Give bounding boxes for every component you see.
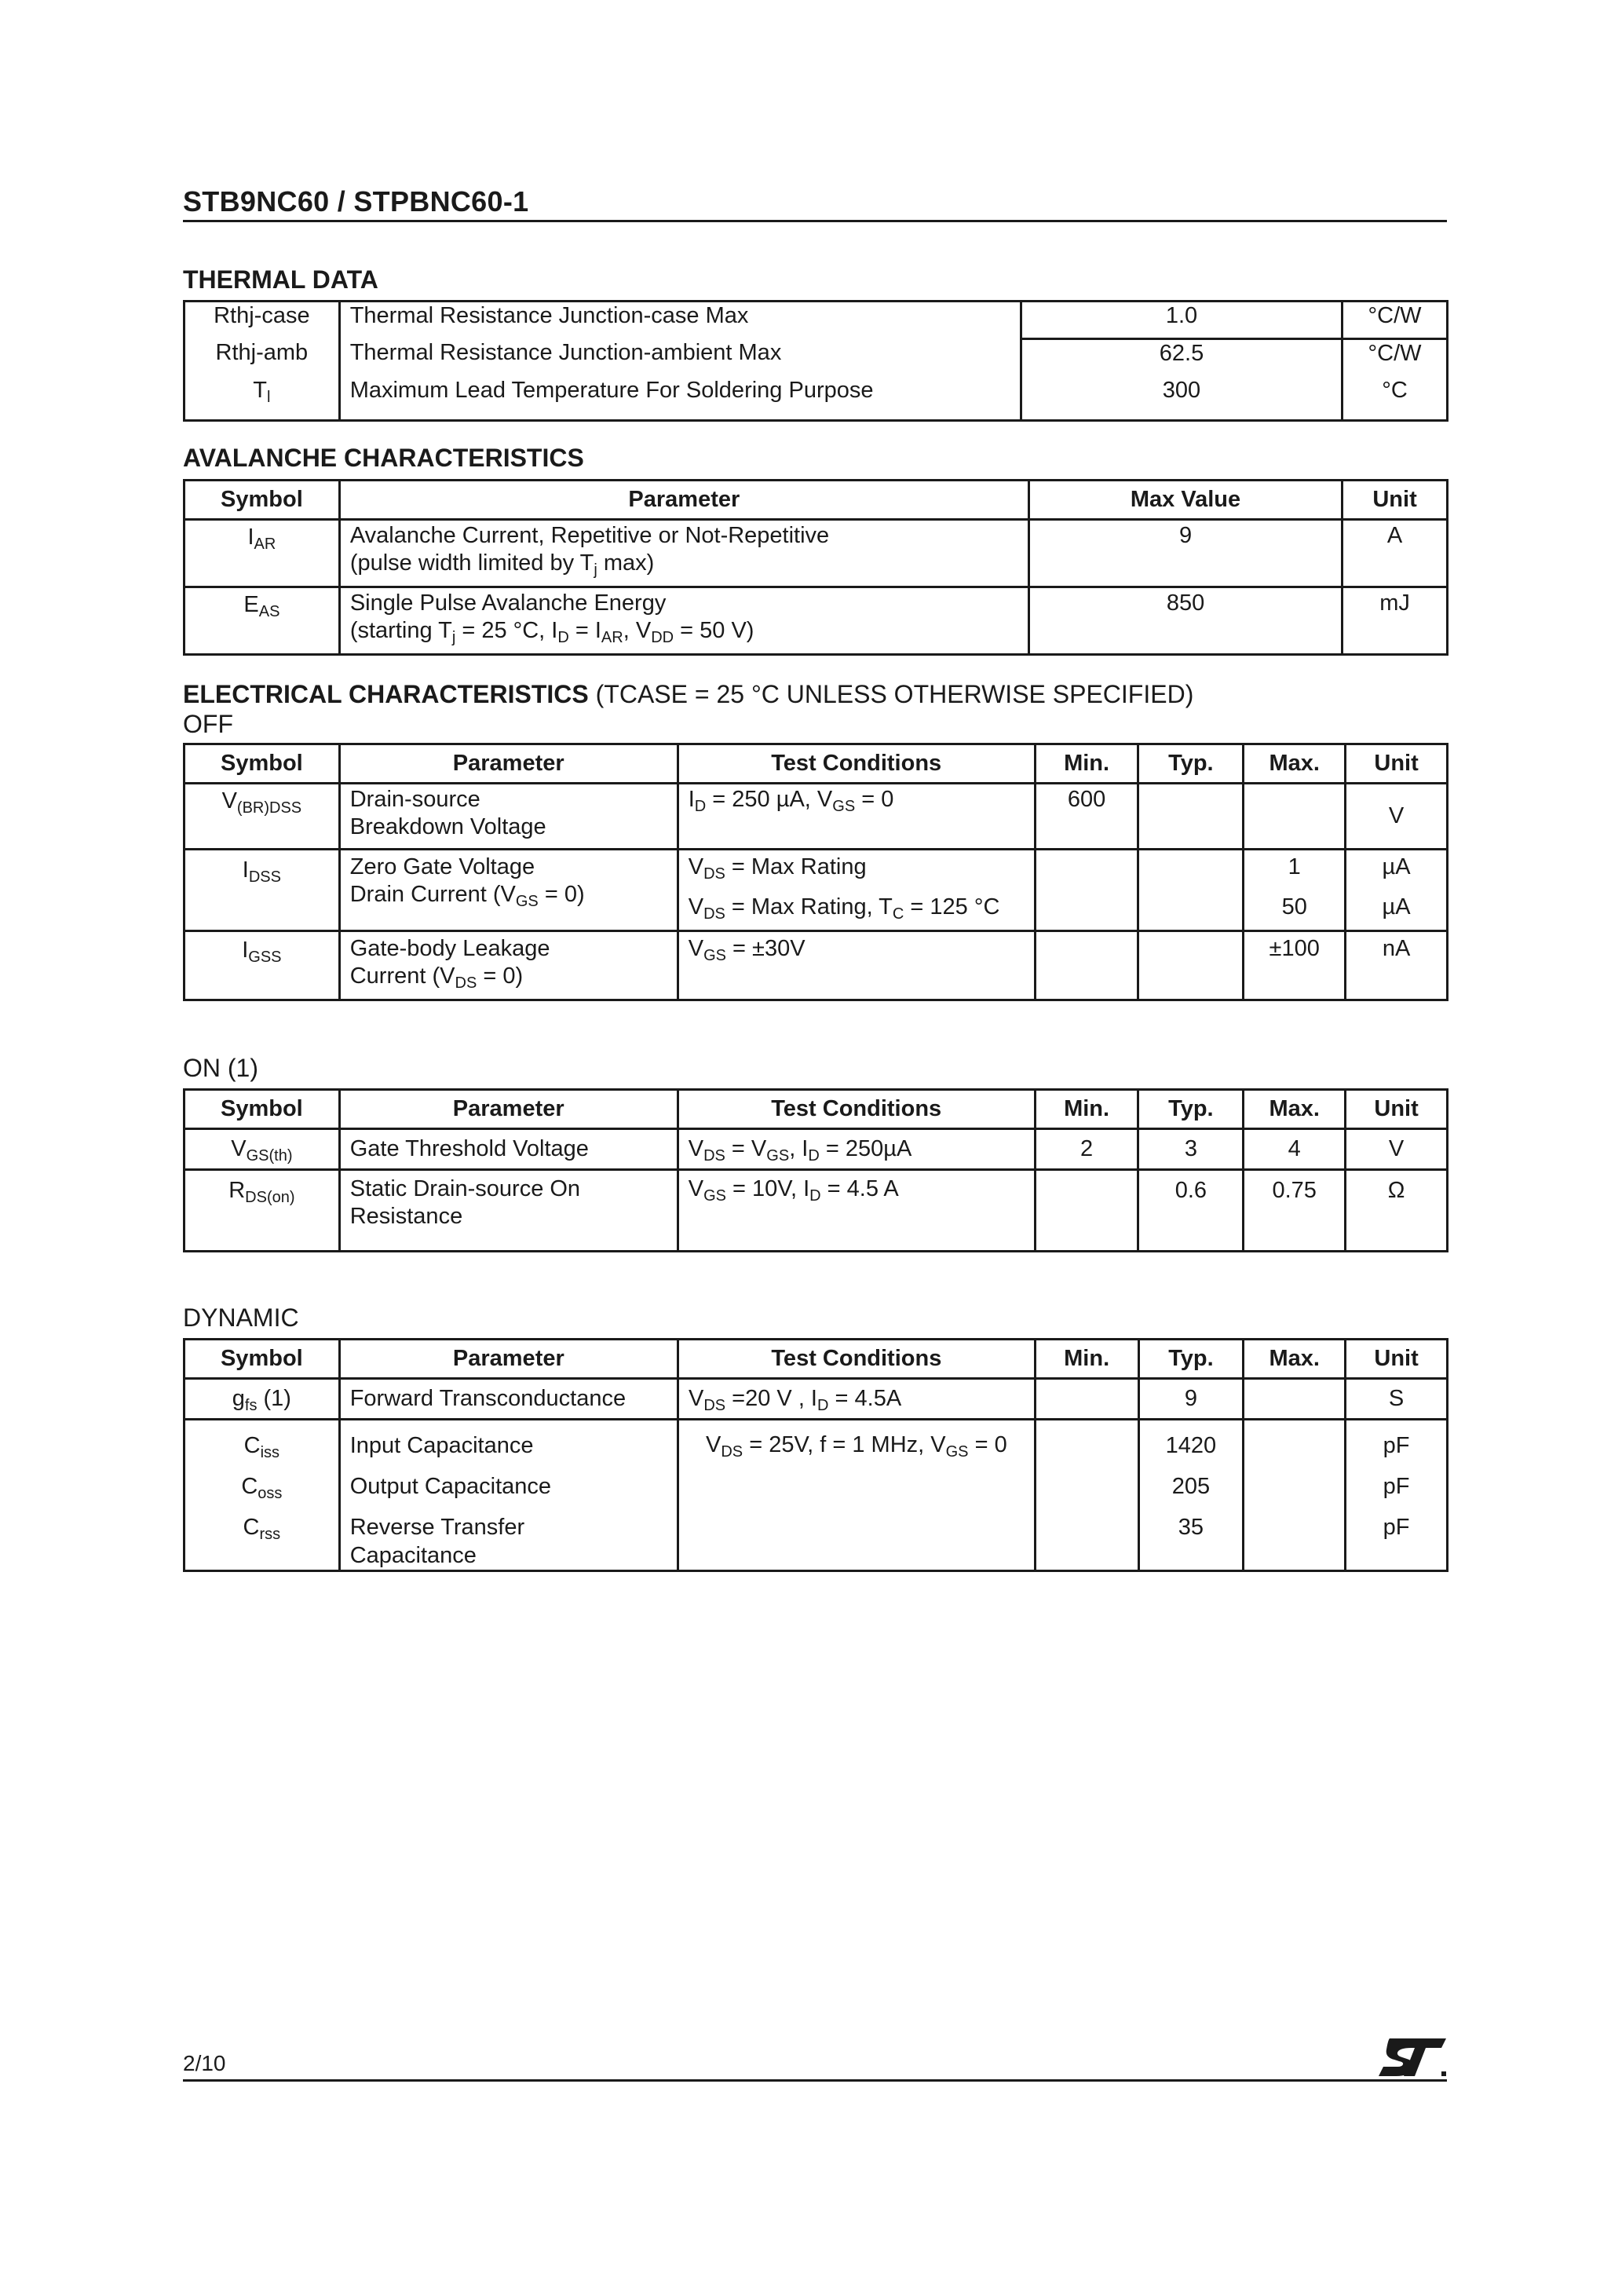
typ-cell [1138, 784, 1244, 850]
text-run: = 250 µA, V [706, 787, 833, 812]
parameter-cell [339, 1420, 678, 1571]
text-run: = 0 [968, 1432, 1007, 1457]
min-cell: 2 [1035, 1129, 1138, 1170]
typ-cell: 0.6 [1138, 1170, 1244, 1252]
text-run: Drain Current (V [349, 882, 516, 907]
max-cell [1244, 784, 1346, 850]
dynamic-table [183, 1338, 1448, 1572]
subscript: D [557, 629, 569, 646]
text-run: V [688, 1176, 704, 1201]
column-header: Symbol [184, 744, 340, 784]
subscript: GS [515, 893, 539, 910]
unit-value: pF [1383, 1433, 1410, 1458]
unit-value: pF [1383, 1515, 1410, 1540]
typ-value: 205 [1171, 1474, 1211, 1499]
title-bold: ELECTRICAL CHARACTERISTICS [183, 680, 589, 708]
table-header-row [184, 481, 1448, 520]
symbol-line [195, 1466, 329, 1507]
subscript: DS [721, 1443, 743, 1461]
column-header: Typ. [1138, 1340, 1244, 1379]
typ-cell: 9 [1138, 1379, 1244, 1420]
unit-cell: V [1346, 784, 1448, 850]
text-run: = 25 °C, I [455, 618, 558, 643]
st-logo-icon [1375, 2035, 1449, 2079]
parameter-line: Breakdown Voltage [349, 814, 546, 839]
parameter-line: Reverse Transfer [349, 1515, 525, 1540]
column-header: Unit [1346, 744, 1448, 784]
parameter-line [350, 881, 667, 909]
symbol-cell [184, 784, 340, 850]
column-header: Test Conditions [678, 1340, 1035, 1379]
avalanche-section-title: AVALANCHE CHARACTERISTICS [183, 444, 584, 472]
unit-cell: °C/W [1343, 302, 1448, 339]
unit-cell: nA [1346, 931, 1448, 1000]
value-cell: 9 [1028, 520, 1342, 587]
avalanche-table [183, 479, 1448, 656]
subscript: DS [455, 974, 477, 992]
unit-cell: mJ [1343, 587, 1448, 655]
symbol-line [195, 1507, 329, 1548]
subscript: DS [703, 905, 725, 923]
subscript: GS [766, 1147, 790, 1164]
text-run: = 0) [477, 963, 524, 989]
text-run: , I [789, 1136, 809, 1161]
subscript: AR [601, 629, 623, 646]
test-conditions-cell [678, 1379, 1035, 1420]
symbol-base: I [242, 938, 249, 963]
symbol-cell [184, 520, 340, 587]
page-number: 2/10 [183, 2051, 226, 2075]
unit-value: µA [1382, 894, 1411, 919]
parameter-cell [339, 587, 1028, 655]
symbol-subscript: AS [258, 603, 280, 620]
subscript: j [594, 561, 597, 579]
parameter-line: Zero Gate Voltage [349, 854, 535, 879]
value-cell: 850 [1028, 587, 1342, 655]
table-header-row [184, 744, 1448, 784]
symbol-subscript: fs [244, 1397, 258, 1414]
symbol-cell [184, 1129, 340, 1170]
symbol-subscript: rss [259, 1526, 281, 1543]
parameter-line: Output Capacitance [349, 1474, 552, 1499]
table-row [184, 850, 1448, 931]
max-cell [1244, 850, 1346, 931]
column-header: Typ. [1138, 744, 1244, 784]
table-row [184, 520, 1448, 587]
text-run: V [688, 1386, 704, 1411]
subscript: DD [651, 629, 674, 646]
electrical-section-title [183, 680, 1193, 709]
typ-cell: 3 [1138, 1129, 1244, 1170]
column-header: Min. [1035, 1090, 1138, 1129]
parameter-line: Avalanche Current, Repetitive or Not-Repetitive [349, 523, 830, 548]
table-row [184, 1170, 1448, 1252]
text-run: = 4.5 A [820, 1176, 899, 1201]
document-header-title: STB9NC60 / STPBNC60-1 [183, 185, 529, 218]
column-header: Parameter [339, 481, 1028, 520]
text-run: = V [725, 1136, 767, 1161]
parameter-cell: Gate Threshold Voltage [339, 1129, 678, 1170]
off-table [183, 743, 1448, 1001]
column-header: Unit [1346, 1340, 1448, 1379]
min-cell [1035, 850, 1138, 931]
unit-cell: S [1346, 1379, 1448, 1420]
max-value: 50 [1281, 894, 1307, 919]
test-condition-line [689, 854, 1025, 881]
table-row [184, 587, 1448, 655]
parameter-cell [339, 931, 678, 1000]
column-header: Max. [1244, 744, 1346, 784]
column-header: Test Conditions [678, 1090, 1035, 1129]
symbol-subscript: oss [258, 1485, 283, 1502]
symbol-cell [184, 850, 340, 931]
max-cell [1244, 1420, 1346, 1571]
symbol-base: I [242, 857, 249, 883]
text-run: V [706, 1432, 721, 1457]
text-run: = 0 [855, 787, 894, 812]
symbol-cell [184, 1379, 340, 1420]
subscript: DS [703, 1147, 725, 1164]
column-header: Parameter [339, 1090, 678, 1129]
text-run: = I [568, 618, 601, 643]
max-cell [1244, 1379, 1346, 1420]
parameter-cell: Thermal Resistance Junction-ambient Max [339, 339, 1021, 377]
typ-cell [1138, 931, 1244, 1000]
text-run: , V [623, 618, 652, 643]
test-condition-line [689, 894, 1025, 921]
subscript: D [817, 1397, 829, 1414]
text-run: V [688, 936, 704, 961]
symbol-subscript: GSS [248, 949, 282, 966]
symbol-base: E [243, 592, 259, 617]
thermal-section-title: THERMAL DATA [183, 265, 378, 294]
symbol-base: T [253, 377, 267, 403]
column-header: Min. [1035, 1340, 1138, 1379]
symbol-cell: Rthj-amb [184, 339, 340, 377]
symbol-subscript: DSS [248, 868, 281, 886]
title-condition: (TCASE = 25 °C UNLESS OTHERWISE SPECIFIED) [588, 680, 1194, 708]
parameter-line [350, 963, 667, 990]
text-run: V [688, 854, 704, 879]
parameter-line [350, 550, 1018, 577]
symbol-cell [184, 587, 340, 655]
test-conditions-cell [678, 784, 1035, 850]
test-conditions-cell [678, 1170, 1035, 1252]
text-run: = ±30V [725, 936, 806, 961]
min-cell [1035, 1170, 1138, 1252]
subscript: j [451, 629, 456, 646]
column-header: Symbol [184, 481, 340, 520]
max-value: 1 [1288, 854, 1301, 879]
text-run: Current (V [349, 963, 455, 989]
symbol-base: C [243, 1433, 261, 1458]
symbol-base: V [231, 1136, 247, 1161]
text-run: = Max Rating, T [725, 894, 893, 919]
column-header: Symbol [184, 1340, 340, 1379]
symbol-subscript: GS(th) [246, 1147, 293, 1164]
parameter-line: Single Pulse Avalanche Energy [349, 590, 667, 616]
symbol-base: I [247, 525, 254, 550]
column-header: Test Conditions [678, 744, 1035, 784]
max-cell: ±100 [1244, 931, 1346, 1000]
min-cell [1035, 931, 1138, 1000]
symbol-base: R [228, 1178, 246, 1203]
subscript: C [892, 905, 904, 923]
subscript: D [809, 1187, 821, 1205]
subscript: GS [832, 798, 856, 815]
header-rule [183, 220, 1447, 222]
column-header: Min. [1035, 744, 1138, 784]
text-run: (starting T [349, 618, 452, 643]
text-run: max) [597, 550, 655, 576]
symbol-cell: Rthj-case [184, 302, 340, 339]
symbol-line [195, 1425, 329, 1466]
symbol-subscript: DS(on) [245, 1189, 295, 1206]
symbol-base: V [221, 788, 237, 813]
column-header: Max. [1244, 1090, 1346, 1129]
subscript: GS [703, 1187, 726, 1205]
subscript: DS [703, 865, 725, 883]
parameter-cell: Maximum Lead Temperature For Soldering Purpose [339, 377, 1021, 421]
text-run: = 250µA [819, 1136, 912, 1161]
typ-cell [1138, 850, 1244, 931]
text-run: (pulse width limited by T [349, 550, 594, 576]
parameter-line: Input Capacitance [349, 1433, 534, 1458]
symbol-cell [184, 931, 340, 1000]
symbol-subscript: AR [254, 536, 276, 553]
thermal-table [183, 300, 1448, 422]
column-header: Unit [1343, 481, 1448, 520]
symbol-base: C [243, 1515, 260, 1540]
column-header: Max Value [1028, 481, 1342, 520]
symbol-subscript: l [266, 388, 271, 406]
text-run: =20 V , I [725, 1386, 817, 1411]
parameter-line [350, 617, 1018, 645]
table-row [184, 1129, 1448, 1170]
text-run: = 4.5A [828, 1386, 902, 1411]
parameter-line: Drain-source [349, 787, 480, 812]
parameter-cell: Forward Transconductance [339, 1379, 678, 1420]
unit-cell [1346, 1420, 1448, 1571]
symbol-note: (1) [257, 1386, 291, 1411]
footer-rule [183, 2079, 1447, 2082]
parameter-cell [339, 784, 678, 850]
column-header: Typ. [1138, 1090, 1244, 1129]
symbol-cell [184, 377, 340, 421]
symbol-subscript: iss [260, 1444, 280, 1461]
subscript: GS [945, 1443, 969, 1461]
subscript: D [694, 798, 707, 815]
text-run: = 125 °C [904, 894, 1000, 919]
text-run: = 0) [538, 882, 585, 907]
text-run: = Max Rating [725, 854, 867, 879]
text-run: V [688, 1136, 704, 1161]
symbol-subscript: (BR)DSS [236, 799, 302, 817]
unit-value: pF [1383, 1474, 1410, 1499]
min-cell: 600 [1035, 784, 1138, 850]
on-subsection-title: ON (1) [183, 1054, 258, 1082]
test-conditions-cell [678, 1420, 1035, 1571]
column-header: Symbol [184, 1090, 340, 1129]
parameter-line: Gate-body Leakage [349, 936, 550, 961]
text-run: = 50 V) [674, 618, 754, 643]
table-row [184, 339, 1448, 377]
unit-value: µA [1382, 854, 1411, 879]
table-row [184, 1420, 1448, 1571]
column-header: Unit [1346, 1090, 1448, 1129]
unit-cell: Ω [1346, 1170, 1448, 1252]
parameter-line: Capacitance [349, 1543, 477, 1568]
min-cell [1035, 1379, 1138, 1420]
max-cell: 0.75 [1244, 1170, 1346, 1252]
parameter-line: Static Drain-source On [349, 1176, 581, 1201]
symbol-cell [184, 1170, 340, 1252]
table-row [184, 931, 1448, 1000]
table-row [184, 302, 1448, 339]
unit-cell: A [1343, 520, 1448, 587]
parameter-cell [339, 1170, 678, 1252]
symbol-cell [184, 1420, 340, 1571]
subscript: D [808, 1147, 820, 1164]
text-run: V [688, 894, 704, 919]
table-header-row [184, 1340, 1448, 1379]
text-run: I [688, 787, 695, 812]
typ-value: 35 [1178, 1515, 1204, 1540]
column-header: Parameter [339, 744, 678, 784]
table-row [184, 784, 1448, 850]
text-run: = 10V, I [725, 1176, 810, 1201]
subscript: DS [703, 1397, 726, 1414]
symbol-base: g [232, 1386, 245, 1411]
table-row [184, 1379, 1448, 1420]
off-subsection-title: OFF [183, 710, 233, 738]
table-row [184, 377, 1448, 421]
value-cell: 62.5 [1021, 339, 1342, 377]
column-header: Max. [1244, 1340, 1346, 1379]
parameter-cell: Thermal Resistance Junction-case Max [339, 302, 1021, 339]
parameter-cell [339, 520, 1028, 587]
on-table [183, 1088, 1448, 1252]
typ-cell [1138, 1420, 1244, 1571]
value-cell: 300 [1021, 377, 1342, 421]
text-run: = 25V, f = 1 MHz, V [743, 1432, 946, 1457]
typ-value: 1420 [1165, 1433, 1217, 1458]
unit-cell: V [1346, 1129, 1448, 1170]
test-conditions-cell [678, 931, 1035, 1000]
subscript: GS [703, 947, 726, 964]
table-header-row [184, 1090, 1448, 1129]
unit-cell [1346, 850, 1448, 931]
min-cell [1035, 1420, 1138, 1571]
value-cell: 1.0 [1021, 302, 1342, 339]
max-cell: 4 [1244, 1129, 1346, 1170]
test-conditions-cell [678, 1129, 1035, 1170]
test-conditions-cell [678, 850, 1035, 931]
symbol-base: C [241, 1474, 258, 1499]
dynamic-subsection-title: DYNAMIC [183, 1303, 299, 1332]
unit-cell: °C/W [1343, 339, 1448, 377]
column-header: Parameter [339, 1340, 678, 1379]
unit-cell: °C [1343, 377, 1448, 421]
parameter-line: Resistance [349, 1204, 463, 1229]
parameter-cell [339, 850, 678, 931]
